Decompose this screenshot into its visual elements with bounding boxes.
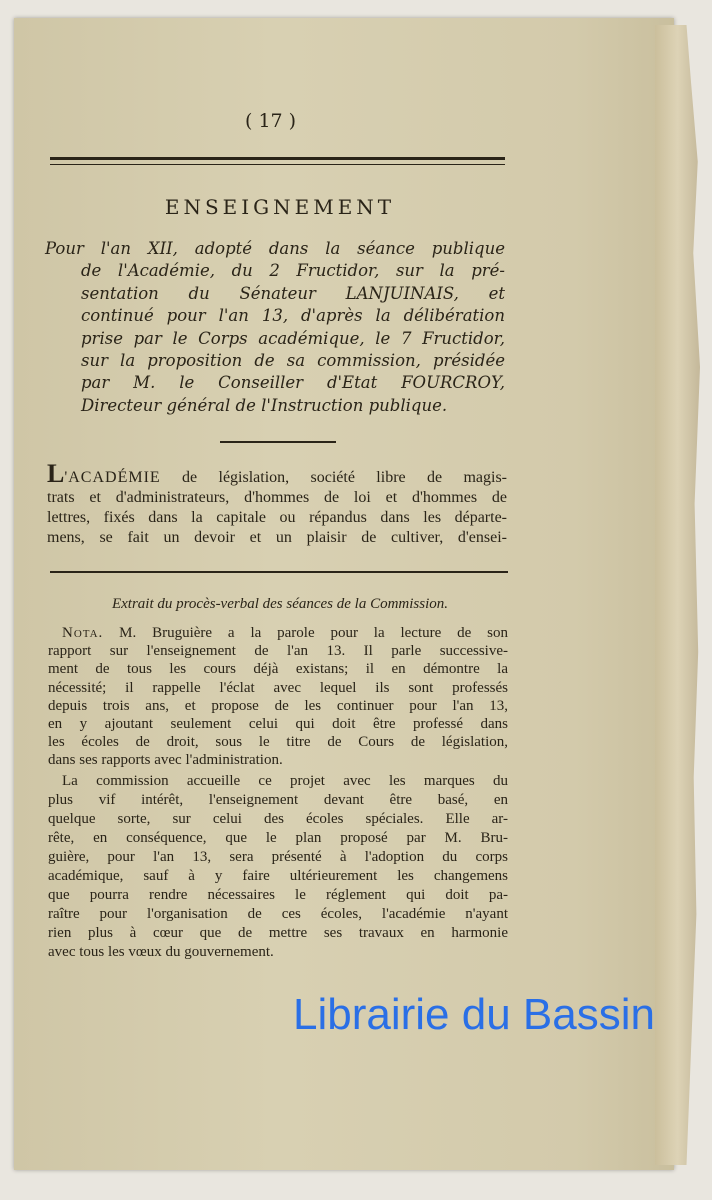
intro-line xyxy=(47,459,507,488)
drop-cap: L xyxy=(47,459,65,488)
header-rule-thin xyxy=(50,164,505,165)
nota-line: en y ajoutant seulement celui qui doit être professé dans xyxy=(48,716,508,733)
commission-line: guière, pour l'an 13, sera présenté à l'adoption du corps xyxy=(48,849,508,865)
subtitle-line: continué pour l'an 13, d'après la délibération xyxy=(81,306,505,326)
nota-line: ment de tous les cours déjà existans; il en démontre la xyxy=(48,661,508,678)
commission-line: avec tous les vœux du gouvernement. xyxy=(48,944,274,960)
nota-line: les écoles de droit, sous le titre de Cours de législation, xyxy=(48,734,508,751)
nota-text: M. Bruguière a la parole pour la lecture de son xyxy=(103,625,508,641)
subtitle-line: sur la proposition de sa commission, présidée xyxy=(81,351,505,371)
commission-line: raître pour l'organisation de ces écoles, l'académie n'ayant xyxy=(48,906,508,922)
smallcaps-word: 'ACADÉMIE xyxy=(64,469,161,486)
intro-line: lettres, fixés dans la capitale ou répandus dans les départe- xyxy=(47,509,507,526)
nota-line: dans ses rapports avec l'administration. xyxy=(48,752,283,769)
commission-line: que pourra rendre nécessaires le réglement qui doit pa- xyxy=(48,887,508,903)
nota-line xyxy=(48,624,508,642)
section-divider xyxy=(50,571,508,573)
short-divider xyxy=(220,441,336,443)
commission-line: rien plus à cœur que de mettre ses travaux en harmonie xyxy=(48,925,508,941)
nota-line: depuis trois ans, et propose de les continuer pour l'an 13, xyxy=(48,697,508,714)
commission-line: La commission accueille ce projet avec les marques du xyxy=(62,773,508,789)
section-title: ENSEIGNEMENT xyxy=(164,195,396,219)
torn-page-edge xyxy=(655,25,700,1165)
extract-heading: Extrait du procès-verbal des séances de la Commission. xyxy=(111,596,449,612)
intro-paragraph xyxy=(47,459,507,548)
commission-line: académique, sauf à y faire ultérieurement les changemens xyxy=(48,868,508,884)
page-number: ( 17 ) xyxy=(245,110,297,132)
commission-line: quelque sorte, sur celui des écoles spéciales. Elle ar- xyxy=(48,811,508,827)
intro-line: mens, se fait un devoir et un plaisir de cultiver, d'ensei- xyxy=(47,529,507,546)
watermark: Librairie du Bassin xyxy=(293,990,655,1039)
nota-paragraph xyxy=(48,624,508,770)
section-subtitle xyxy=(45,238,505,417)
nota-label: Nota. xyxy=(62,625,104,641)
nota-line: nécessité; il rappelle l'éclat avec lequel ils sont professés xyxy=(48,679,508,696)
subtitle-line: prise par le Corps académique, le 7 Fructidor, xyxy=(81,328,505,348)
commission-line: plus vif intérêt, l'enseignement devant être basé, en xyxy=(48,792,508,808)
nota-line: rapport sur l'enseignement de l'an 13. Il parle successive- xyxy=(48,643,508,660)
subtitle-line: Directeur général de l'Instruction publique. xyxy=(81,395,448,415)
commission-paragraph xyxy=(48,772,508,962)
intro-text: de législation, société libre de magis- xyxy=(160,469,507,486)
commission-line: rête, en conséquence, que le plan proposé par M. Bru- xyxy=(48,830,508,846)
subtitle-line: sentation du Sénateur LANJUINAIS, et xyxy=(81,283,505,303)
intro-line: trats et d'administrateurs, d'hommes de loi et d'hommes de xyxy=(47,489,507,506)
header-rule-thick xyxy=(50,157,505,160)
subtitle-line: par M. le Conseiller d'Etat FOURCROY, xyxy=(81,373,505,393)
subtitle-line: de l'Académie, du 2 Fructidor, sur la pré- xyxy=(81,261,505,281)
subtitle-line: Pour l'an XII, adopté dans la séance publique xyxy=(45,239,505,258)
